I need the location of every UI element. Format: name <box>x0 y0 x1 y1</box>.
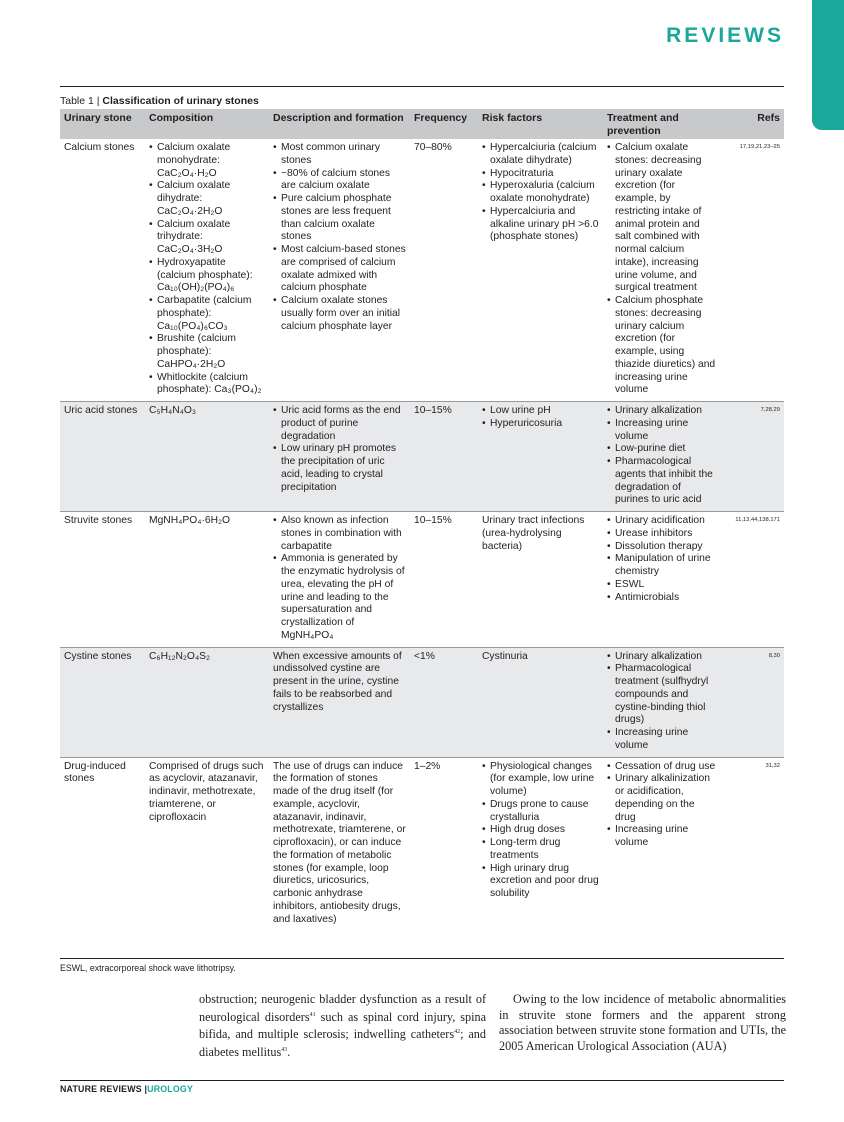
list-item: • Urinary alkalization <box>607 651 717 664</box>
table-header-row <box>60 109 784 139</box>
stone-type-cell: Cystine stones <box>60 647 145 757</box>
description-cell: When excessive amounts of undissolved cystine are present in the urine, cystine fails to be reabsorbed and crystallizes <box>269 647 410 757</box>
column-header: Description and formation <box>269 109 410 139</box>
column-header: Urinary stone <box>60 109 145 139</box>
refs-cell: 7,28,29 <box>721 402 784 512</box>
list-item: • Most calcium-based stones are comprised of calcium oxalate admixed with calcium phosphate <box>273 244 406 295</box>
treatment-cell <box>603 402 721 512</box>
list-item: • Physiological changes (for example, low urine volume) <box>482 761 599 799</box>
list-item: • Cessation of drug use <box>607 761 717 774</box>
stone-type-cell: Uric acid stones <box>60 402 145 512</box>
body-text: such as spinal cord injury, spina bifida, and multiple sclerosis; indwelling catheters <box>199 1009 487 1042</box>
table-title: Classification of urinary stones <box>102 95 259 107</box>
classification-table <box>60 86 784 930</box>
list-item: • Increasing urine volume <box>607 727 717 753</box>
journal-name: NATURE REVIEWS <box>60 1084 142 1094</box>
list-item: • Urinary alkalinization or acidification, depending on the drug <box>607 773 717 824</box>
description-cell <box>269 402 410 512</box>
treatment-cell <box>603 647 721 757</box>
list-item: • Hydroxyapatite (calcium phosphate): Ca₁₀(OH)₂(PO₄)₆ <box>149 257 265 295</box>
list-item: • High urinary drug excretion and poor drug solubility <box>482 863 599 901</box>
frequency-cell: 70–80% <box>414 142 452 153</box>
list-item: • Increasing urine volume <box>607 418 717 444</box>
table-footnote: ESWL, extracorporeal shock wave lithotripsy. <box>60 958 784 973</box>
footer-divider <box>60 1080 784 1081</box>
stone-type-cell: Struvite stones <box>64 515 133 526</box>
frequency-cell: 10–15% <box>410 402 478 512</box>
table-row <box>60 647 784 757</box>
stone-type-cell: Calcium stones <box>64 142 135 153</box>
list-item: • Dissolution therapy <box>607 541 717 554</box>
body-text: ; and diabetes mellitus <box>199 1027 486 1060</box>
citation[interactable]: 41 <box>309 1011 316 1018</box>
list-item: • Ammonia is generated by the enzymatic hydrolysis of urea, elevating the pH of urine and leading to the supersaturation and crystallization of MgNH₄PO₄ <box>273 553 406 642</box>
list-item: • Antimicrobials <box>607 592 717 605</box>
list-item: • Manipulation of urine chemistry <box>607 553 717 579</box>
list-item: • Pharmacological agents that inhibit the degradation of purines to uric acid <box>607 456 717 507</box>
list-item: • Increasing urine volume <box>607 824 717 850</box>
composition-cell <box>145 139 269 402</box>
table-row <box>60 139 784 402</box>
list-item: • Urease inhibitors <box>607 528 717 541</box>
table-row <box>60 512 784 648</box>
list-item: • Whitlockite (calcium phosphate): Ca₃(PO₄)₂ <box>149 372 265 398</box>
body-text: . <box>287 1045 291 1060</box>
list-item: • Carbapatite (calcium phosphate): Ca₁₀(PO₄)₆CO₃ <box>149 295 265 333</box>
list-item: • Pharmacological treatment (sulfhydryl compounds and cystine-binding thiol drugs) <box>607 663 717 727</box>
list-item: • Calcium oxalate trihydrate: CaC₂O₄·3H₂O <box>149 219 265 257</box>
composition-cell: MgNH₄PO₄·6H₂O <box>149 515 231 526</box>
list-item: • Calcium oxalate dihydrate: CaC₂O₄·2H₂O <box>149 180 265 218</box>
footer-separator: | <box>144 1084 148 1094</box>
table-label: Table 1 | <box>60 95 103 107</box>
list-item: • Uric acid forms as the end product of purine degradation <box>273 405 406 443</box>
treatment-cell <box>603 757 721 930</box>
frequency-cell: <1% <box>410 647 478 757</box>
section-color-tab <box>812 0 844 130</box>
refs-cell: 31,32 <box>765 762 780 769</box>
list-item: • Pure calcium phosphate stones are less frequent than calcium oxalate stones <box>273 193 406 244</box>
risk-factors-cell: Urinary tract infections (urea-hydrolysing bacteria) <box>482 515 585 552</box>
body-text-right-column: Owing to the low incidence of metabolic abnormalities in struvite stone formers and the apparent strong association between struvite stone formation and UTIs, the 2005 American Urological Association (AUA) <box>499 992 787 1054</box>
list-item: • Low urinary pH promotes the precipitation of uric acid, leading to crystal precipitation <box>273 443 406 494</box>
risk-factors-cell <box>478 757 603 930</box>
list-item: • Hypercalciuria and alkaline urinary pH >6.0 (phosphate stones) <box>482 206 599 244</box>
list-item: • Calcium oxalate monohydrate: CaC₂O₄·H₂O <box>149 142 265 180</box>
list-item: • Urinary alkalization <box>607 405 717 418</box>
refs-cell: 11,13,44,138,171 <box>735 517 780 523</box>
composition-cell: C₅H₄N₄O₃ <box>145 402 269 512</box>
section-title: REVIEWS <box>666 24 784 47</box>
column-header: Treatment and prevention <box>603 109 721 139</box>
citation[interactable]: 43 <box>281 1047 288 1054</box>
list-item: • Calcium phosphate stones: decreasing urinary calcium excretion (for example, using thiazide diuretics) and increasing urine volume <box>607 295 717 397</box>
list-item: • Brushite (calcium phosphate): CaHPO₄·2H₂O <box>149 333 265 371</box>
body-text-left-column <box>199 992 486 1061</box>
list-item: • ESWL <box>607 579 717 592</box>
description-cell <box>269 512 410 648</box>
list-item: • Hyperoxaluria (calcium oxalate monohydrate) <box>482 180 599 206</box>
list-item: • Low-purine diet <box>607 443 717 456</box>
list-item: • Most common urinary stones <box>273 142 406 168</box>
list-item: • Urinary acidification <box>607 515 717 528</box>
stone-type-cell: Drug-induced stones <box>64 760 126 785</box>
refs-cell: 17,19,21,23–25 <box>739 144 780 150</box>
list-item: • Drugs prone to cause crystalluria <box>482 799 599 825</box>
treatment-cell <box>603 512 721 648</box>
column-header: Composition <box>145 109 269 139</box>
list-item: • Hypercalciuria (calcium oxalate dihydrate) <box>482 142 599 168</box>
risk-factors-cell <box>478 402 603 512</box>
frequency-cell: 1–2% <box>414 760 441 772</box>
description-cell <box>269 139 410 402</box>
frequency-cell: 10–15% <box>414 515 452 526</box>
table-row <box>60 757 784 930</box>
list-item: • Low urine pH <box>482 405 599 418</box>
description-cell: The use of drugs can induce the formation of stones made of the drug itself (for example, acyclovir, atazanavir, indinavir, methotrexate, triamterene, or ciprofloxacin), or can induce the formation of metabolic stones (for example, loop diuretics, uricosurics, carbonic anhydrase inhibitors, antiobesity drugs, and laxatives) <box>273 760 406 925</box>
list-item: • Long-term drug treatments <box>482 837 599 863</box>
list-item: • Hyperuricosuria <box>482 418 599 431</box>
risk-factors-cell <box>478 139 603 402</box>
treatment-cell <box>603 139 721 402</box>
list-item: • High drug doses <box>482 824 599 837</box>
refs-cell: 8,30 <box>721 647 784 757</box>
composition-cell: C₆H₁₂N₂O₄S₂ <box>145 647 269 757</box>
list-item: • ~80% of calcium stones are calcium oxalate <box>273 168 406 194</box>
page-footer <box>60 1084 193 1094</box>
citation[interactable]: 42 <box>454 1029 461 1036</box>
body-text: obstruction; neurogenic bladder dysfunction as a result of neurological disorders <box>199 992 486 1024</box>
table-row <box>60 402 784 512</box>
list-item: • Also known as infection stones in combination with carbapatite <box>273 515 406 553</box>
table-caption <box>60 86 784 109</box>
list-item: • Calcium oxalate stones usually form over an initial calcium phosphate layer <box>273 295 406 333</box>
list-item: • Hypocitraturia <box>482 168 599 181</box>
column-header: Risk factors <box>478 109 603 139</box>
column-header: Frequency <box>410 109 478 139</box>
list-item: • Calcium oxalate stones: decreasing urinary oxalate excretion (for example, by restricting intake of animal protein and salt combined with normal calcium intake), increasing urine volume, and surgical treatment <box>607 142 717 295</box>
risk-factors-cell: Cystinuria <box>478 647 603 757</box>
column-header: Refs <box>721 109 784 139</box>
composition-cell: Comprised of drugs such as acyclovir, atazanavir, indinavir, methotrexate, triamterene, or ciprofloxacin <box>149 760 264 823</box>
journal-section: UROLOGY <box>147 1084 194 1094</box>
